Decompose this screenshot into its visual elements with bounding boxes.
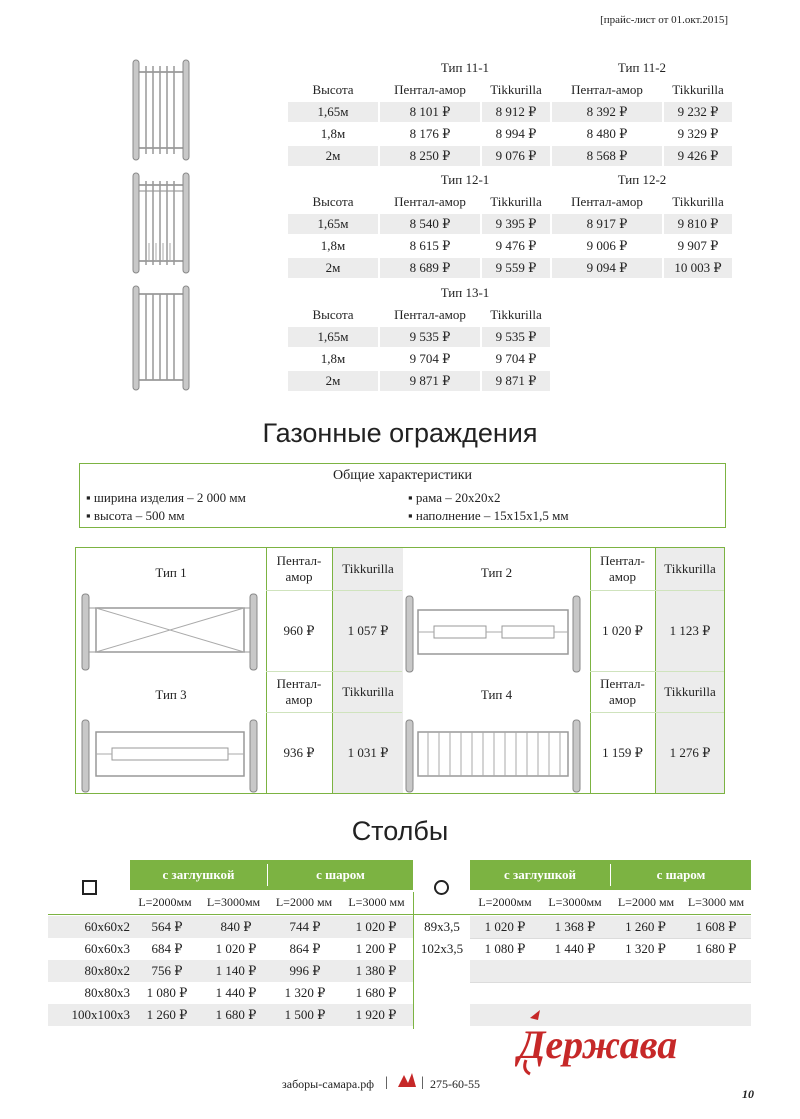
table-row: 1,65м 9 535 ₽ 9 535 ₽ (288, 327, 550, 347)
table-row: 1,8м 8 615 ₽ 9 476 ₽ 9 006 ₽ 9 907 ₽ (320, 238, 719, 253)
svg-text:Держава: Держава (518, 1022, 678, 1067)
table-row: 1,8м 9 704 ₽ 9 704 ₽ (320, 351, 537, 366)
square-header (130, 860, 413, 890)
table-row: 1,65м 8 101 ₽ 8 912 ₽ 8 392 ₽ 9 232 ₽ (288, 102, 732, 122)
col-header: Пентал-амор (394, 307, 466, 322)
table-row: 1,8м 8 176 ₽ 8 994 ₽ 8 480 ₽ 9 329 ₽ (320, 126, 719, 141)
square-profile-icon (82, 880, 97, 895)
col-header: Высота (312, 82, 354, 97)
col-header: Пентал-амор (394, 82, 466, 97)
table-row: 1,65м 8 540 ₽ 9 395 ₽ 8 917 ₽ 9 810 ₽ (288, 214, 732, 234)
col-header: Пентал-амор (571, 82, 643, 97)
table-row: 80х80х2 756 ₽ 1 140 ₽ 996 ₽ 1 380 ₽ (84, 963, 397, 978)
table-row: 2м 8 689 ₽ 9 559 ₽ 9 094 ₽ 10 003 ₽ (288, 258, 732, 278)
lawn-type-label: Тип 2 (480, 565, 513, 580)
table-row: 89х3,5 1 020 ₽ 1 368 ₽ 1 260 ₽ 1 608 ₽ (424, 919, 737, 934)
page-number: 10 (742, 1087, 754, 1101)
col-header: Tikkurilla (490, 194, 542, 209)
spec-item: ▪ ширина изделия – 2 000 мм (86, 490, 246, 505)
footer-phone: 275-60-55 (430, 1077, 480, 1091)
col-header: Пентал-амор (571, 194, 643, 209)
lawn-fence-type1-image (78, 594, 264, 670)
lawn-type-label: Тип 3 (155, 687, 187, 702)
section-title-lawn: Газонные ограждения (262, 418, 538, 448)
round-profile-icon (434, 880, 449, 895)
col-header: Tikkurilla (672, 194, 724, 209)
table-row: 102х3,5 1 080 ₽ 1 440 ₽ 1 320 ₽ 1 680 ₽ (420, 941, 737, 956)
lawn-fence-type3-image (78, 716, 264, 792)
gate-table-13 (286, 281, 552, 393)
footer-separator: | (385, 1075, 388, 1090)
gate-table-11 (286, 56, 734, 168)
table-row: 100х100х3 1 260 ₽ 1 680 ₽ 1 500 ₽ 1 920 ₽ (71, 1007, 397, 1022)
round-header (470, 860, 751, 890)
col-header-pental: Пентал- амор (276, 675, 322, 707)
head-ball: с шаром (656, 867, 706, 882)
price-tikkurilla: 1 031 ₽ (347, 744, 389, 760)
type-label: Тип 11-2 (617, 60, 667, 75)
lawn-fence-type4-image (404, 716, 588, 792)
general-specs-title: Общие характеристики (332, 468, 473, 483)
col-header: Tikkurilla (490, 82, 542, 97)
spec-item: ▪ рама – 20х20х2 (408, 490, 501, 505)
gate-table-12 (286, 168, 734, 280)
col-header-pental: Пентал- амор (600, 675, 645, 707)
table-row: 2м 8 250 ₽ 9 076 ₽ 8 568 ₽ 9 426 ₽ (288, 146, 732, 166)
type-label: Тип 12-2 (617, 172, 667, 187)
col-header: Tikkurilla (490, 307, 542, 322)
lawn-fence-type2-image (404, 594, 588, 670)
spec-item: ▪ наполнение – 15х15х1,5 мм (408, 508, 569, 523)
gate-image-12 (131, 173, 191, 273)
price-pental: 1 159 ₽ (602, 744, 643, 760)
spec-item: ▪ высота – 500 мм (86, 508, 185, 523)
table-row: 60х60х2 564 ₽ 840 ₽ 744 ₽ 1 020 ₽ (84, 919, 397, 934)
table-row: 60х60х3 684 ₽ 1 020 ₽ 864 ₽ 1 200 ₽ (84, 941, 397, 956)
price-tikkurilla: 1 057 ₽ (347, 622, 389, 638)
section-title-posts: Столбы (351, 816, 449, 846)
lawn-fence-grid (75, 547, 725, 794)
pricelist-date: [прайс-лист от 01.окт.2015] (600, 14, 728, 26)
col-header: Высота (312, 194, 354, 209)
type-label: Тип 13-1 (440, 285, 490, 300)
col-header-tikkurilla: Tikkurilla (342, 561, 394, 576)
price-tikkurilla: 1 276 ₽ (669, 744, 711, 760)
head-cap: с заглушкой (162, 867, 235, 882)
gate-image-13 (131, 286, 191, 390)
col-header-pental: Пентал- амор (276, 553, 322, 584)
derzhava-logo (516, 1004, 678, 1076)
table-row: 80х80х3 1 080 ₽ 1 440 ₽ 1 320 ₽ 1 680 ₽ (84, 985, 397, 1000)
col-header-tikkurilla: Tikkurilla (664, 683, 716, 699)
lawn-type-label: Тип 1 (155, 565, 187, 580)
price-pental: 1 020 ₽ (602, 622, 643, 638)
head-ball: с шаром (316, 867, 365, 882)
col-header-tikkurilla: Tikkurilla (664, 561, 716, 576)
price-tikkurilla: 1 123 ₽ (669, 622, 711, 638)
price-pental: 936 ₽ (283, 744, 315, 760)
head-cap: с заглушкой (503, 867, 577, 882)
col-header: Tikkurilla (672, 82, 724, 97)
col-header: Высота (312, 307, 354, 322)
col-header-pental: Пентал- амор (600, 553, 645, 584)
type-label: Тип 12-1 (440, 172, 490, 187)
price-pental: 960 ₽ (283, 622, 315, 638)
table-row: 2м 9 871 ₽ 9 871 ₽ (288, 371, 550, 391)
type-label: Тип 11-1 (440, 60, 490, 75)
round-subheader: L=2000мм L=3000мм L=2000 мм L=3000 мм (478, 895, 745, 909)
lawn-type-label: Тип 4 (480, 687, 513, 702)
col-header: Пентал-амор (394, 194, 466, 209)
square-subheader: L=2000мм L=3000мм L=2000 мм L=3000 мм (138, 895, 405, 909)
col-header-tikkurilla: Tikkurilla (342, 683, 394, 699)
footer-site[interactable]: заборы-самара.рф (282, 1077, 374, 1091)
general-specs-box (79, 463, 726, 528)
footer-logo-icon (394, 1071, 420, 1091)
gate-image-11 (131, 60, 191, 160)
footer-separator: | (421, 1075, 424, 1090)
